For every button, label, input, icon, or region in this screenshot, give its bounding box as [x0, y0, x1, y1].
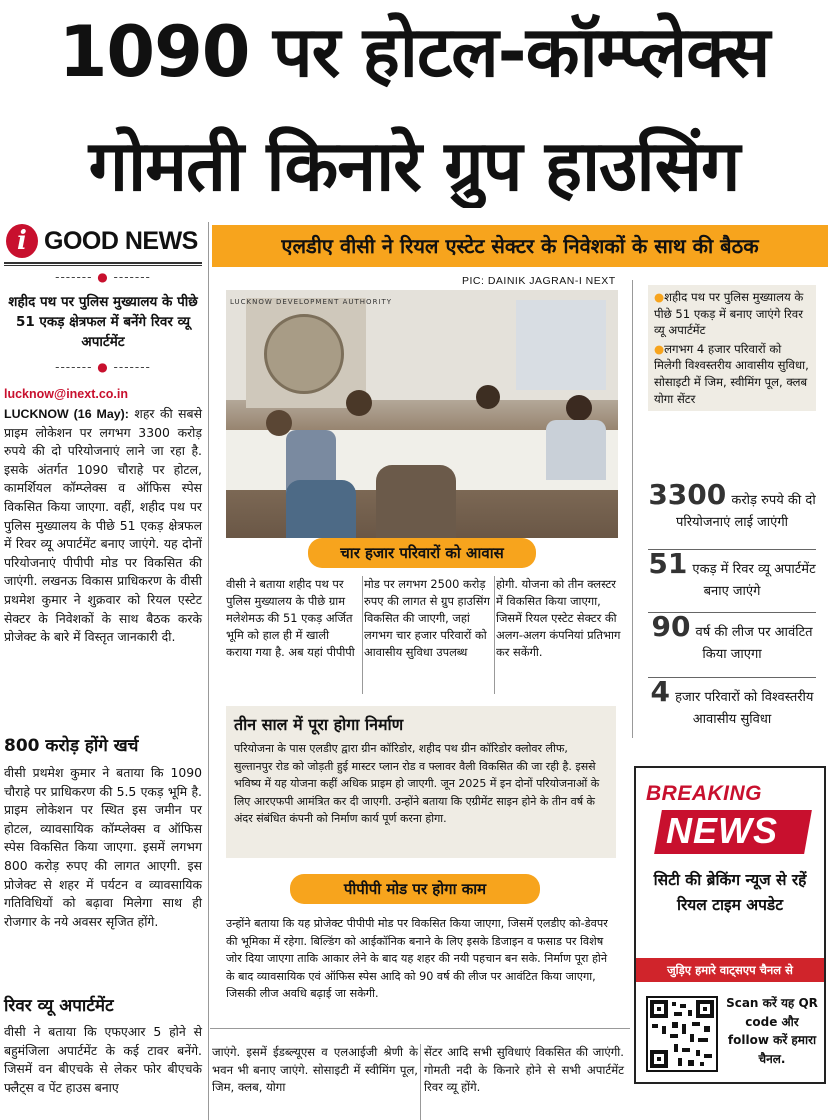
breaking-word: BREAKING — [646, 782, 763, 805]
col-b: मोड पर लगभग 2500 करोड़ रुपए की लागत से ग्रुप हाउसिंग विकसित की जाएगी, जहां लगभग चार हजार परिवारों को आवासीय सुविधा उपलब्ध — [364, 577, 490, 659]
headline-line-2: गोमती किनारे ग्रुप हाउसिंग — [88, 125, 740, 207]
whatsapp-strip: जुड़िए हमारे वाट्सएप चैनल से — [636, 958, 824, 982]
headline-banner: एलडीए वीसी ने रियल एस्टेट सेक्टर के निवेशकों के साथ की बैठक — [212, 225, 828, 267]
column-rule — [632, 280, 633, 738]
stat-4: 4 हजार परिवारों को विश्वस्तरीय आवासीय सुविधा — [650, 675, 814, 727]
divider — [4, 262, 202, 264]
section-label-ppp: पीपीपी मोड पर होगा काम — [290, 874, 540, 904]
meeting-photo — [226, 290, 618, 538]
column-rule — [420, 1044, 421, 1120]
construction-box-title: तीन साल में पूरा होगा निर्माण — [234, 715, 404, 734]
photo-sign: LUCKNOW DEVELOPMENT AUTHORITY — [229, 298, 393, 306]
left-intro: शहीद पथ पर पुलिस मुख्यालय के पीछे 51 एकड़ क्षेत्रफल में बनेंगे रिवर व्यू अपार्टमेंट — [8, 294, 198, 350]
dot-separator: ------- ● ------- — [55, 270, 151, 284]
column-rule — [362, 576, 363, 694]
dateline: LUCKNOW (16 May): — [4, 407, 129, 421]
headline-line-1: 1090 पर होटल-कॉम्प्लेक्स — [58, 11, 770, 93]
byline-email: lucknow@inext.co.in — [4, 387, 129, 401]
i-logo-icon: i — [6, 224, 38, 258]
column-rule — [208, 222, 209, 1120]
bottom-right-text: सेंटर आदि सभी सुविधाएं विकसित की जाएंगी. गोमती नदी के किनारे होने से सभी अपार्टमेंट रिवर व्यू होंगे. — [424, 1045, 624, 1095]
bottom-mid-text: जाएंगे. इसमें ईडब्ल्यूएस व एलआईजी श्रेणी के भवन भी बनाए जाएंगे. सोसाइटी में स्वीमिंग पूल, जिम, क्लब, योगा — [212, 1045, 418, 1095]
bullets-box — [648, 285, 816, 411]
col-a: वीसी ने बताया शहीद पथ पर पुलिस मुख्यालय के पीछे ग्राम मलेशेमऊ की 51 एकड़ अर्जित भूमि को हाल ही में खाली कराया गया है. अब यहां पीपीपी — [226, 577, 355, 659]
good-news-label: GOOD NEWS — [44, 227, 198, 255]
divider — [4, 265, 202, 266]
photo-credit: PIC: DAINIK JAGRAN-I NEXT — [462, 275, 616, 287]
bullet-icon: ● — [654, 341, 665, 356]
para-2: वीसी प्रथमेश कुमार ने बताया कि 1090 चौराहे पर प्राधिकरण की 5.5 एकड़ भूमि है. प्राइम लोकेशन पर स्थित इस जमीन पर होटल, व्यावसायिक कॉम्प्लेक्स व ऑफिस स्पेस विकसित किया जाएगा. इसमें लगभग 800 करोड़ रुपए की लागत आएगी. इस प्रोजेक्ट से शहर में पर्यटन व व्यावसायिक गतिविधियों को बढ़ावा मिलेगा साथ ही रोजगार के नये अवसर सृजित होंगे. — [4, 765, 202, 929]
para-1-text: शहर की सबसे प्राइम लोकेशन पर लगभग 3300 करोड़ रुपये की दो परियोजनाएं लाने जा रहा है. इसके अंतर्गत 1090 चौराहे पर होटल, कामर्शियल कॉम्प्लेक्स व ऑफिस स्पेस विकसित किया जाएगा. वहीं, शहीद पथ पर पुलिस मुख्यालय के पीछे 51 एकड़ क्षेत्रफल में रिवर व्यू अपार्टमेंट बनाए जाएंगे. यह दोनों परियोजनाएं पीपीपी मोड पर विकसित की जाएंगी. लखनऊ विकास प्राधिकरण के वीसी प्रथमेश कुमार ने शुक्रवार को रियल एस्टेट सेक्टर के निवेशकों के साथ बैठक करके प्रोजेक्ट के बारे में विस्तृत जानकारी दी. — [4, 406, 202, 645]
news-word: NEWS — [666, 810, 778, 851]
para-1 — [4, 405, 202, 647]
ppp-text: उन्होंने बताया कि यह प्रोजेक्ट पीपीपी मोड पर विकसित किया जाएगा, जिसमें एलडीए को-डेवपर की भूमिका में रहेगा. बिल्डिंग को आईकॉनिक बनाने के लिए इसके डिजाइन व फसाड पर विशेष जोर दिया जाएगा ताकि आकार लेने के बाद यह शहर की नयी पहचान बन सके. निर्माण पूरा होने के बाद व्यावसायिक एवं ऑफिस स्पेस आदि को 90 वर्ष की लीज पर आवंटित किया जाएगा, जिसकी लीज अवधि बढ़ाई जा सकेगी. — [226, 917, 608, 1001]
column-rule — [494, 576, 495, 694]
stat-51: 51 एकड़ में रिवर व्यू अपार्टमेंट बनाए जाएंगे — [648, 547, 816, 599]
subheading-river-view: रिवर व्यू अपार्टमेंट — [4, 996, 114, 1016]
col-c: होगी. योजना को तीन क्लस्टर में विकसित किया जाएगा, जिसमें रियल एस्टेट सेक्टर की अलग-अलग कंपनियां प्रतिभाग कर सकेंगी. — [496, 577, 621, 659]
qr-code-icon[interactable] — [646, 996, 718, 1072]
qr-instructions: Scan करें यह QR code और follow करें हमारा चैनल. — [726, 996, 818, 1066]
divider — [648, 677, 816, 678]
section-label-awas: चार हजार परिवारों को आवास — [308, 538, 536, 568]
subheading-800: 800 करोड़ होंगे खर्च — [4, 736, 139, 756]
good-news-logo — [4, 222, 204, 260]
construction-box — [226, 706, 616, 858]
para-3: वीसी ने बताया कि एफएआर 5 होने से बहुमंजिला अपार्टमेंट के कई टावर बनेंगे. जिसमें वन बीएचके से लेकर फोर बीएचके फ्लैट्स व पेंट हाउस बनाए — [4, 1024, 202, 1095]
stat-3300: 3300 करोड़ रुपये की दो परियोजनाएं लाई जाएंगी — [648, 478, 816, 530]
bullet-item: ●शहीद पथ पर पुलिस मुख्यालय के पीछे 51 एकड़ में बनाए जाएंगे रिवर व्यू अपार्टमेंट — [654, 290, 804, 338]
divider — [210, 1028, 630, 1029]
dot-separator: ------- ● ------- — [55, 360, 151, 374]
breaking-news-box — [634, 766, 826, 1084]
bullet-icon: ● — [654, 290, 665, 304]
breaking-tagline: सिटी की ब्रेकिंग न्यूज से रहें रियल टाइम अपडेट — [653, 871, 807, 914]
stat-90: 90 वर्ष की लीज पर आवंटित किया जाएगा — [651, 610, 813, 662]
construction-box-text: परियोजना के पास एलडीए द्वारा ग्रीन कॉरिडोर, शहीद पथ ग्रीन कॉरिडोर क्लोवर लीफ, सुल्तानपुर रोड को जोड़ती हुई मास्टर प्लान रोड व फ्लावर वैली विकसित की जा रही है. इससे भविष्य में यह योजना कहीं अधिक प्राइम हो जाएगी. जून 2025 में इन दोनों परियोजनाओं के लिए आरएफपी आमंत्रित कर दी जाएगी. उन्होंने बताया कि एग्रीमेंट साइन होने के तीन वर्ष के अंदर संबंधित कंपनी को निर्माण कार्य पूर्ण करना होगा. — [234, 742, 600, 826]
emblem-icon — [264, 314, 344, 394]
bullet-item: ●लगभग 4 हजार परिवारों को मिलेगी विश्वस्तरीय आवासीय सुविधा, सोसाइटी में जिम, स्वीमिंग पूल, क्लब योगा सेंटर — [654, 341, 809, 406]
